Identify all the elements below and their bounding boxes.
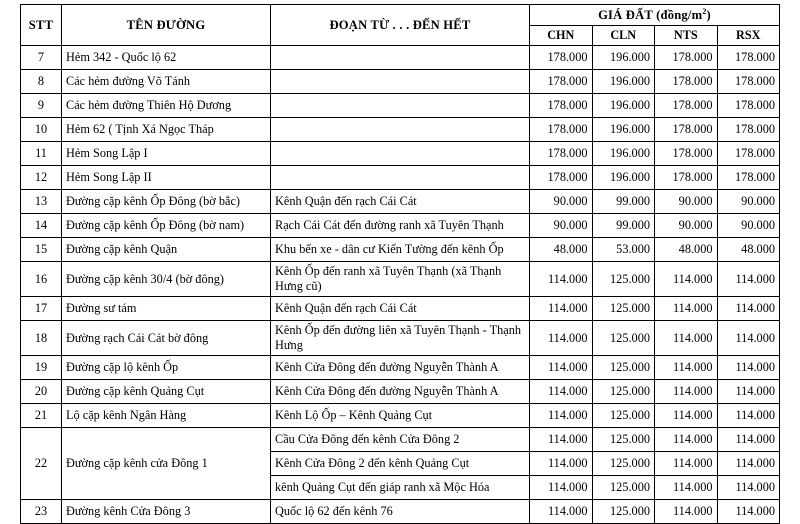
cell-price-chn: 48.000	[530, 238, 593, 262]
price-group-label: GIÁ ĐẤT (đồng/m	[598, 8, 703, 23]
table-row	[21, 142, 780, 166]
cell-price-chn: 114.000	[530, 321, 593, 356]
cell-price-chn: 114.000	[530, 428, 593, 452]
cell-stt: 23	[21, 500, 62, 524]
cell-section-range: Kênh Ốp đến ranh xã Tuyên Thạnh (xã Thạnh Hưng cũ)	[271, 262, 530, 297]
cell-stt: 9	[21, 94, 62, 118]
cell-stt: 19	[21, 356, 62, 380]
table-row	[21, 500, 780, 524]
cell-price-nts: 114.000	[655, 297, 718, 321]
price-group-sup: 2	[702, 7, 707, 16]
cell-stt: 15	[21, 238, 62, 262]
cell-price-cln: 125.000	[592, 428, 655, 452]
cell-price-rsx: 178.000	[717, 70, 780, 94]
cell-street-name: Hẻm Song Lập II	[62, 166, 271, 190]
cell-price-chn: 178.000	[530, 70, 593, 94]
cell-price-chn: 114.000	[530, 452, 593, 476]
cell-price-cln: 125.000	[592, 297, 655, 321]
cell-stt: 12	[21, 166, 62, 190]
cell-price-nts: 178.000	[655, 94, 718, 118]
cell-street-name: Hẻm 62 ( Tịnh Xá Ngọc Tháp	[62, 118, 271, 142]
cell-price-chn: 114.000	[530, 380, 593, 404]
column-header-nts: NTS	[655, 26, 718, 46]
cell-price-nts: 178.000	[655, 118, 718, 142]
cell-price-rsx: 114.000	[717, 321, 780, 356]
cell-section-range	[271, 166, 530, 190]
cell-price-cln: 196.000	[592, 166, 655, 190]
cell-price-cln: 99.000	[592, 190, 655, 214]
cell-street-name: Các hẻm đường Võ Tánh	[62, 70, 271, 94]
cell-price-nts: 114.000	[655, 452, 718, 476]
cell-price-nts: 90.000	[655, 190, 718, 214]
table-row	[21, 321, 780, 356]
cell-stt: 7	[21, 46, 62, 70]
cell-street-name: Đường cặp kênh Quận	[62, 238, 271, 262]
cell-price-rsx: 90.000	[717, 190, 780, 214]
cell-price-chn: 114.000	[530, 500, 593, 524]
cell-price-cln: 196.000	[592, 70, 655, 94]
cell-price-rsx: 48.000	[717, 238, 780, 262]
cell-price-cln: 53.000	[592, 238, 655, 262]
table-body	[21, 46, 780, 524]
table-head	[21, 5, 780, 46]
cell-price-cln: 196.000	[592, 46, 655, 70]
cell-price-rsx: 114.000	[717, 452, 780, 476]
cell-street-name: Đường cặp kênh cửa Đông 1	[62, 428, 271, 500]
cell-price-nts: 178.000	[655, 142, 718, 166]
table-row	[21, 214, 780, 238]
cell-price-rsx: 114.000	[717, 500, 780, 524]
column-header-price-group	[530, 5, 780, 26]
table-row	[21, 94, 780, 118]
land-price-table	[20, 4, 780, 524]
table-row	[21, 166, 780, 190]
table-row	[21, 356, 780, 380]
cell-price-rsx: 114.000	[717, 262, 780, 297]
cell-price-rsx: 178.000	[717, 94, 780, 118]
cell-street-name: Đường sư tám	[62, 297, 271, 321]
cell-street-name: Đường cặp kênh Ốp Đông (bờ bắc)	[62, 190, 271, 214]
cell-price-cln: 99.000	[592, 214, 655, 238]
column-header-street-name: TÊN ĐƯỜNG	[62, 5, 271, 46]
cell-street-name: Đường cặp kênh Ốp Đông (bờ nam)	[62, 214, 271, 238]
table-row	[21, 297, 780, 321]
cell-section-range: Cầu Cửa Đông đến kênh Cửa Đông 2	[271, 428, 530, 452]
cell-price-rsx: 114.000	[717, 297, 780, 321]
table-row	[21, 262, 780, 297]
table-row	[21, 190, 780, 214]
cell-price-chn: 90.000	[530, 214, 593, 238]
cell-section-range: Rạch Cái Cát đến đường ranh xã Tuyên Thạnh	[271, 214, 530, 238]
cell-section-range: Kênh Cửa Đông 2 đến kênh Quảng Cụt	[271, 452, 530, 476]
cell-price-chn: 114.000	[530, 262, 593, 297]
cell-section-range: Kênh Cửa Đông đến đường Nguyễn Thành A	[271, 380, 530, 404]
cell-price-chn: 178.000	[530, 142, 593, 166]
cell-section-range: Khu bến xe - dân cư Kiến Tường đến kênh Ốp	[271, 238, 530, 262]
cell-price-cln: 125.000	[592, 321, 655, 356]
column-header-cln: CLN	[592, 26, 655, 46]
cell-street-name: Các hẻm đường Thiên Hộ Dương	[62, 94, 271, 118]
cell-street-name: Lộ cặp kênh Ngân Hàng	[62, 404, 271, 428]
cell-price-rsx: 114.000	[717, 356, 780, 380]
column-header-rsx: RSX	[717, 26, 780, 46]
cell-price-nts: 114.000	[655, 356, 718, 380]
cell-price-chn: 178.000	[530, 166, 593, 190]
cell-price-rsx: 114.000	[717, 404, 780, 428]
cell-price-chn: 114.000	[530, 404, 593, 428]
cell-stt: 16	[21, 262, 62, 297]
table-row	[21, 70, 780, 94]
cell-street-name: Đường cặp kênh Quảng Cụt	[62, 380, 271, 404]
cell-section-range: Kênh Cửa Đông đến đường Nguyễn Thành A	[271, 356, 530, 380]
cell-stt: 10	[21, 118, 62, 142]
column-header-chn: CHN	[530, 26, 593, 46]
cell-price-cln: 125.000	[592, 452, 655, 476]
cell-price-rsx: 178.000	[717, 46, 780, 70]
cell-price-cln: 125.000	[592, 356, 655, 380]
cell-price-rsx: 114.000	[717, 476, 780, 500]
cell-price-chn: 178.000	[530, 94, 593, 118]
cell-street-name: Đường rạch Cái Cát bờ đông	[62, 321, 271, 356]
table-row	[21, 428, 780, 452]
cell-price-nts: 114.000	[655, 476, 718, 500]
cell-price-nts: 114.000	[655, 380, 718, 404]
cell-price-rsx: 114.000	[717, 428, 780, 452]
cell-section-range: Kênh Ốp đến đường liên xã Tuyên Thạnh - Thạnh Hưng	[271, 321, 530, 356]
cell-price-nts: 114.000	[655, 262, 718, 297]
cell-price-cln: 125.000	[592, 380, 655, 404]
cell-price-cln: 196.000	[592, 142, 655, 166]
cell-price-rsx: 178.000	[717, 166, 780, 190]
cell-section-range: Kênh Quận đến rạch Cái Cát	[271, 297, 530, 321]
cell-stt: 22	[21, 428, 62, 500]
cell-street-name: Hẻm Song Lập I	[62, 142, 271, 166]
cell-section-range: Quốc lộ 62 đến kênh 76	[271, 500, 530, 524]
cell-section-range: Kênh Quận đến rạch Cái Cát	[271, 190, 530, 214]
cell-stt: 8	[21, 70, 62, 94]
cell-section-range	[271, 142, 530, 166]
cell-street-name: Đường cặp kênh 30/4 (bờ đông)	[62, 262, 271, 297]
cell-price-chn: 178.000	[530, 118, 593, 142]
cell-price-cln: 125.000	[592, 500, 655, 524]
cell-price-nts: 114.000	[655, 404, 718, 428]
cell-price-nts: 178.000	[655, 166, 718, 190]
cell-price-rsx: 178.000	[717, 118, 780, 142]
table-row	[21, 404, 780, 428]
cell-stt: 20	[21, 380, 62, 404]
cell-stt: 13	[21, 190, 62, 214]
cell-stt: 18	[21, 321, 62, 356]
cell-stt: 17	[21, 297, 62, 321]
cell-price-cln: 125.000	[592, 404, 655, 428]
cell-price-chn: 90.000	[530, 190, 593, 214]
cell-price-cln: 196.000	[592, 94, 655, 118]
header-row-primary	[21, 5, 780, 26]
cell-street-name: Hẻm 342 - Quốc lộ 62	[62, 46, 271, 70]
price-group-label-end: )	[706, 8, 711, 23]
table-row	[21, 238, 780, 262]
cell-section-range: Kênh Lộ Ốp – Kênh Quảng Cụt	[271, 404, 530, 428]
cell-price-rsx: 178.000	[717, 142, 780, 166]
cell-section-range	[271, 118, 530, 142]
table-row	[21, 380, 780, 404]
cell-price-cln: 125.000	[592, 476, 655, 500]
cell-stt: 11	[21, 142, 62, 166]
cell-stt: 21	[21, 404, 62, 428]
cell-price-cln: 196.000	[592, 118, 655, 142]
cell-price-chn: 114.000	[530, 476, 593, 500]
cell-section-range	[271, 46, 530, 70]
column-header-stt: STT	[21, 5, 62, 46]
cell-price-chn: 178.000	[530, 46, 593, 70]
cell-section-range	[271, 70, 530, 94]
cell-price-chn: 114.000	[530, 297, 593, 321]
document-page	[0, 4, 800, 519]
cell-stt: 14	[21, 214, 62, 238]
cell-street-name: Đường cặp lộ kênh Ốp	[62, 356, 271, 380]
cell-street-name: Đường kênh Cửa Đông 3	[62, 500, 271, 524]
cell-price-cln: 125.000	[592, 262, 655, 297]
cell-price-rsx: 90.000	[717, 214, 780, 238]
cell-price-nts: 114.000	[655, 428, 718, 452]
cell-price-nts: 114.000	[655, 321, 718, 356]
cell-price-rsx: 114.000	[717, 380, 780, 404]
column-header-section-range: ĐOẠN TỪ . . . ĐẾN HẾT	[271, 5, 530, 46]
cell-section-range: kênh Quảng Cụt đến giáp ranh xã Mộc Hóa	[271, 476, 530, 500]
cell-price-nts: 90.000	[655, 214, 718, 238]
cell-price-chn: 114.000	[530, 356, 593, 380]
table-row	[21, 46, 780, 70]
cell-price-nts: 48.000	[655, 238, 718, 262]
cell-section-range	[271, 94, 530, 118]
table-row	[21, 118, 780, 142]
cell-price-nts: 178.000	[655, 46, 718, 70]
cell-price-nts: 178.000	[655, 70, 718, 94]
cell-price-nts: 114.000	[655, 500, 718, 524]
